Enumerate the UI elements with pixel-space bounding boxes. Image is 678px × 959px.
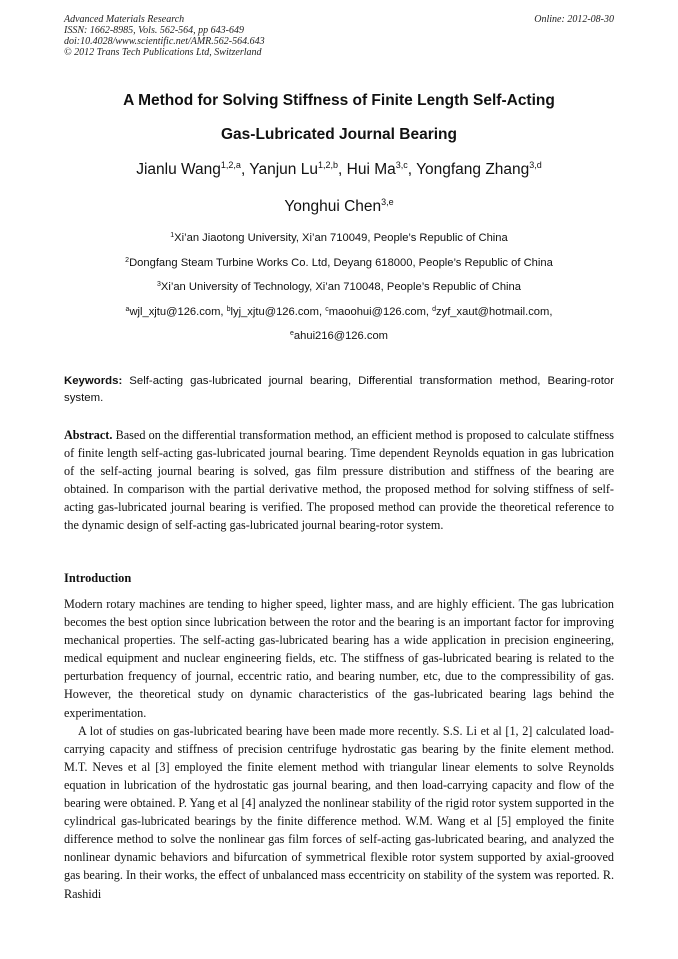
intro-paragraph-1: Modern rotary machines are tending to higher speed, lighter mass, and are highly efficient. The gas lubrication becomes the best option since lubrication between the rotor and the bearing is an important factor for improving mechanical properties. The self-acting gas-lubricated bearing has a wide application in precision engineering, medical equipment and nuclear engineering fields, etc. The stiffness of gas-lubricated bearing is related to the perturbation frequency of journal, eccentric ratio, and bearing number, etc, due to the compressibility of gas. However, the theoretical study on dynamic characteristics of the gas-lubricated bearing lags behind the experimentation. xyxy=(64,597,614,720)
keywords-text: Self-acting gas-lubricated journal bearing, Differential transformation method, Bearing-rotor system. xyxy=(64,375,614,404)
email-sup: c xyxy=(325,306,329,313)
affil-text: Xi’an Jiaotong University, Xi’an 710049, People’s Republic of China xyxy=(174,232,508,244)
affil-sup: 1 xyxy=(170,232,175,239)
email-sup: b xyxy=(226,306,231,313)
introduction-body xyxy=(64,595,614,903)
author-affil-sup: 1,2,a xyxy=(220,160,241,170)
affiliation-2 xyxy=(0,257,678,269)
paper-title-line-2: Gas-Lubricated Journal Bearing xyxy=(221,126,457,143)
affiliation-1 xyxy=(0,232,678,244)
email-line-2 xyxy=(0,330,678,342)
author-separator: , xyxy=(407,161,417,178)
abstract-paragraph xyxy=(64,426,614,535)
author-affil-sup: 3,e xyxy=(381,197,394,207)
email-link[interactable]: maoohui@126.com, xyxy=(328,306,433,318)
affil-sup: 3 xyxy=(157,281,161,288)
keywords-block xyxy=(64,373,614,407)
email-sup: d xyxy=(432,306,437,313)
keywords-label: Keywords: xyxy=(64,375,123,387)
email-sup: a xyxy=(125,306,130,313)
email-link[interactable]: wjl_xjtu@126.com, xyxy=(129,306,227,318)
email-link[interactable]: zyf_xaut@hotmail.com, xyxy=(436,306,553,318)
author-name: Hui Ma xyxy=(346,161,396,178)
journal-header xyxy=(64,14,265,58)
author-list-line-1 xyxy=(0,160,678,179)
abstract-block xyxy=(64,426,614,535)
author-name: Yonghui Chen xyxy=(284,198,382,215)
online-date: Online: 2012-08-30 xyxy=(534,14,614,25)
author-affil-sup: 3,c xyxy=(395,160,408,170)
author-affil-sup: 1,2,b xyxy=(317,160,338,170)
affil-sup: 2 xyxy=(125,257,130,264)
affiliation-3 xyxy=(0,281,678,293)
email-line-1 xyxy=(0,306,678,318)
email-link[interactable]: lyj_xjtu@126.com, xyxy=(230,306,326,318)
author-name: Yanjun Lu xyxy=(249,161,318,178)
paper-title-line-1: A Method for Solving Stiffness of Finite Length Self-Acting xyxy=(123,92,555,109)
affil-text: Xi’an University of Technology, Xi’an 710048, People’s Republic of China xyxy=(160,281,521,293)
doi-line[interactable]: doi:10.4028/www.scientific.net/AMR.562-564.643 xyxy=(64,36,265,47)
author-separator: , xyxy=(240,161,250,178)
author-list-line-2 xyxy=(0,197,678,216)
introduction-heading: Introduction xyxy=(64,571,132,585)
author-affil-sup: 3,d xyxy=(529,160,542,170)
email-link[interactable]: ahui216@126.com xyxy=(293,330,388,342)
author-separator: , xyxy=(338,161,347,178)
intro-paragraph-2: A lot of studies on gas-lubricated bearing have been made more recently. S.S. Li et al [1, 2] calculated load-carrying capacity and stiffness of precision centrifuge hydrostatic gas bearing by the finite element method. M.T. Neves et al [3] employed the finite element method with triangular linear elements to solve Reynolds equation in lubrication of the hydrostatic gas journal bearing, and then load-carrying capacity and flow of the bearing were obtained. P. Yang et al [4] analyzed the nonlinear stability of the rigid rotor system supported in the cylindrical gas-lubricated bearings by the finite difference method. W.M. Wang et al [5] employed the finite difference method to solve the nonlinear gas film forces of self-acting gas-lubricated bearing, and analyzed the nonlinear dynamic behaviors and bifurcation of symmetrical flexible rotor system supported by axial-grooved gas bearing. In their works, the effect of unbalanced mass eccentricity on stability of the system was reported. R. Rashidi xyxy=(64,723,614,901)
abstract-label: Abstract. xyxy=(64,428,113,442)
issn-line: ISSN: 1662-8985, Vols. 562-564, pp 643-649 xyxy=(64,25,244,36)
email-sup: e xyxy=(290,330,294,337)
journal-name: Advanced Materials Research xyxy=(64,14,185,25)
author-name: Jianlu Wang xyxy=(136,161,221,178)
abstract-text: Based on the differential transformation method, an efficient method is proposed to calculate stiffness of finite length self-acting gas-lubricated journal bearing. Time dependent Reynolds equation in gas lubrication of the self-acting journal bearing is solved, gas film pressure distribution and stiffness of the bearing are obtained. In comparison with the partial derivative method, the proposed method for solving stiffness of self-acting gas-lubricated journal bearing is verified. The proposed method can provide the theoretical reference to the dynamic design of self-acting gas-lubricated journal bearing-rotor system. xyxy=(64,428,614,533)
copyright-line: © 2012 Trans Tech Publications Ltd, Switzerland xyxy=(64,47,262,58)
author-name: Yongfang Zhang xyxy=(416,161,530,178)
affil-text: Dongfang Steam Turbine Works Co. Ltd, Deyang 618000, People’s Republic of China xyxy=(129,257,553,269)
